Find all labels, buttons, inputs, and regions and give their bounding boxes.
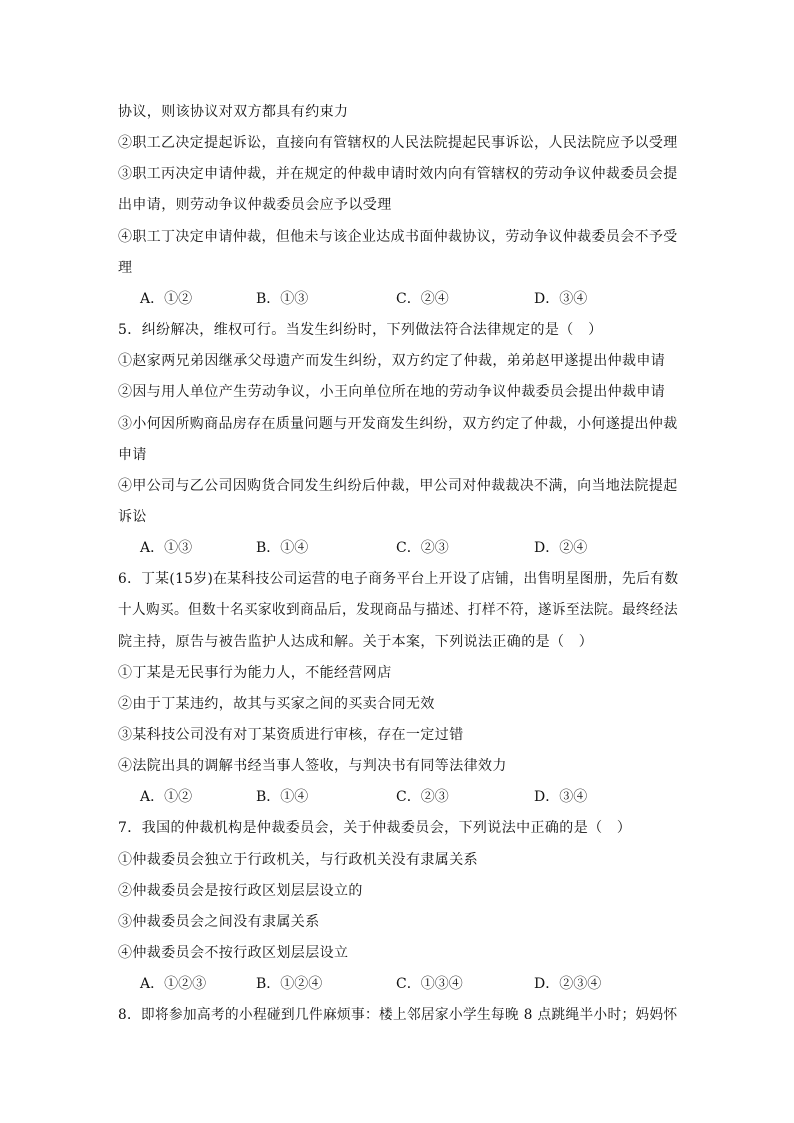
text-line: ②仲裁委员会是按行政区划层层设立的	[118, 883, 363, 899]
option-b: B．①②④	[256, 976, 323, 992]
text-line: ①丁某是无民事行为能力人，不能经营网店	[118, 665, 392, 681]
text-line: 理	[118, 260, 133, 276]
text-line: 诉讼	[118, 509, 147, 525]
text-line: 十人购买。但数十名买家收到商品后，发现商品与描述、打样不符，遂诉至法院。最终经法	[118, 602, 678, 618]
option-c: C．②④	[396, 291, 449, 307]
option-d: D．③④	[534, 789, 588, 805]
option-a: A．①②	[140, 291, 193, 307]
text-line: ④仲裁委员会不按行政区划层层设立	[118, 945, 349, 961]
option-d: D．②③④	[534, 976, 602, 992]
option-b: B．①③	[256, 291, 309, 307]
question-6-stem: 6．丁某(15岁)在某科技公司运营的电子商务平台上开设了店铺，出售明星图册，先后有数	[118, 571, 679, 587]
option-d: D．②④	[534, 540, 588, 556]
text-line: ②由于丁某违约，故其与买家之间的买卖合同无效	[118, 696, 435, 712]
option-a: A．①③	[140, 540, 193, 556]
question-8-stem: 8．即将参加高考的小程碰到几件麻烦事：楼上邻居家小学生每晚 8 点跳绳半小时；妈妈怀	[118, 1007, 678, 1023]
text-line: ②职工乙决定提起诉讼，直接向有管辖权的人民法院提起民事诉讼，人民法院应予以受理	[118, 135, 678, 151]
text-line: ③职工丙决定申请仲裁，并在规定的仲裁申请时效内向有管辖权的劳动争议仲裁委员会提	[118, 166, 678, 182]
text-line: 院主持，原告与被告监护人达成和解。关于本案，下列说法正确的是（ ）	[118, 634, 594, 650]
option-c: C．①③④	[396, 976, 463, 992]
question-5-stem: 5．纠纷解决，维权可行。当发生纠纷时，下列做法符合法律规定的是（ ）	[118, 322, 603, 338]
text-line: 申请	[118, 447, 147, 463]
text-line: ④法院出具的调解书经当事人签收，与判决书有同等法律效力	[118, 758, 507, 774]
option-d: D．③④	[534, 291, 588, 307]
option-a: A．①②	[140, 789, 193, 805]
text-line: ④职工丁决定申请仲裁，但他未与该企业达成书面仲裁协议，劳动争议仲裁委员会不予受	[118, 229, 678, 245]
option-c: C．②③	[396, 789, 449, 805]
text-line: ④甲公司与乙公司因购货合同发生纠纷后仲裁，甲公司对仲裁裁决不满，向当地法院提起	[118, 478, 678, 494]
option-c: C．②③	[396, 540, 449, 556]
option-b: B．①④	[256, 540, 309, 556]
text-line: ③仲裁委员会之间没有隶属关系	[118, 914, 320, 930]
text-line: ③小何因所购商品房存在质量问题与开发商发生纠纷，双方约定了仲裁，小何遂提出仲裁	[118, 416, 678, 432]
text-line: 协议，则该协议对双方都具有约束力	[118, 104, 349, 120]
option-a: A．①②③	[140, 976, 207, 992]
text-line: ①仲裁委员会独立于行政机关，与行政机关没有隶属关系	[118, 852, 478, 868]
question-7-stem: 7．我国的仲裁机构是仲裁委员会，关于仲裁委员会，下列说法中正确的是（ ）	[118, 820, 632, 836]
text-line: 出申请，则劳动争议仲裁委员会应予以受理	[118, 197, 392, 213]
text-line: ③某科技公司没有对丁某资质进行审核，存在一定过错	[118, 727, 464, 743]
option-b: B．①④	[256, 789, 309, 805]
text-line: ②因与用人单位产生劳动争议，小王向单位所在地的劳动争议仲裁委员会提出仲裁申请	[118, 384, 666, 400]
text-line: ①赵家两兄弟因继承父母遗产而发生纠纷，双方约定了仲裁，弟弟赵甲遂提出仲裁申请	[118, 353, 666, 369]
